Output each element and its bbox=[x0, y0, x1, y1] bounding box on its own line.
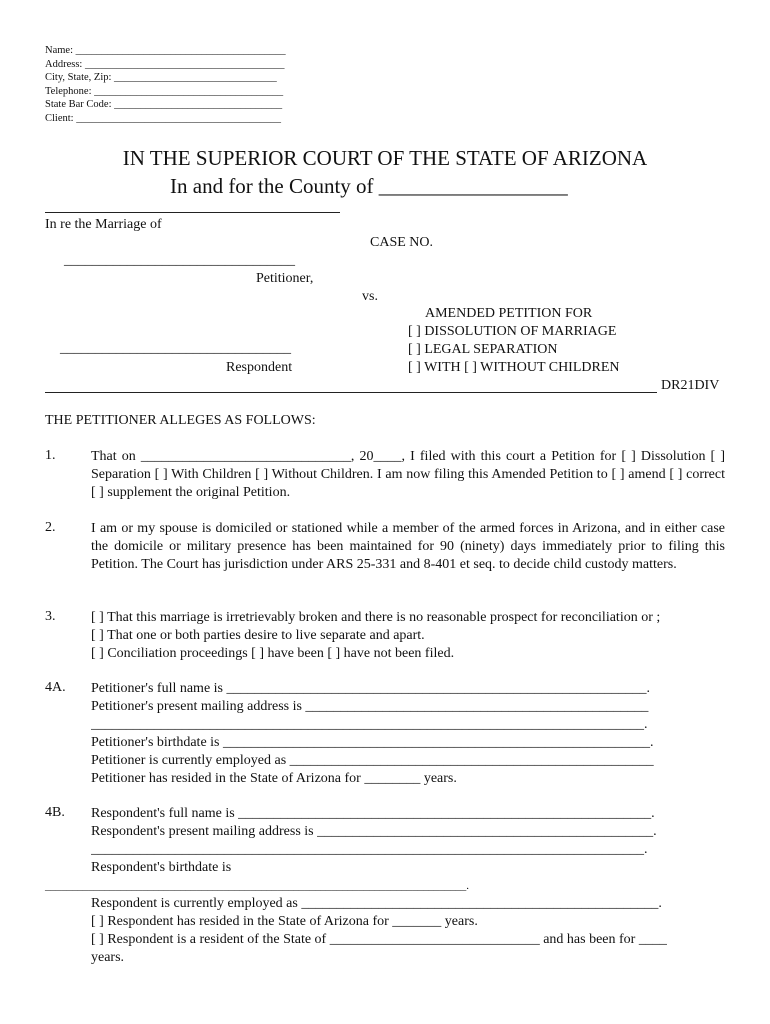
respondent-address-field[interactable]: Respondent's present mailing address is ________________________________________________. bbox=[91, 824, 657, 839]
petitioner-label: Petitioner, bbox=[256, 271, 314, 286]
irretrievably-broken-checkbox[interactable]: [ ] That this marriage is irretrievably broken and there is no reasonable prospect for reconciliation or ; bbox=[91, 610, 661, 625]
case-number-label[interactable]: CASE NO. bbox=[370, 235, 434, 250]
petitioner-name-line[interactable]: _________________________________ bbox=[64, 253, 295, 268]
respondent-birthdate-field[interactable]: ______________________________________________________________________________. bbox=[45, 880, 469, 892]
respondent-employer-field[interactable]: Respondent is currently employed as ___________________________________________________. bbox=[91, 896, 662, 911]
petitioner-full-name-field[interactable]: Petitioner's full name is ____________________________________________________________. bbox=[91, 681, 651, 696]
item-3-number: 3. bbox=[45, 609, 56, 624]
respondent-name-line[interactable]: _________________________________ bbox=[60, 341, 291, 356]
county-line[interactable]: In and for the County of __________________ bbox=[170, 174, 568, 198]
state-bar-code-field-line[interactable]: State Bar Code: ________________________________ bbox=[45, 99, 283, 110]
petitioner-info-block bbox=[91, 680, 725, 788]
respondent-address-continued-field[interactable]: _______________________________________________________________________________. bbox=[91, 842, 648, 857]
client-field-line[interactable]: Client: _______________________________________ bbox=[45, 112, 281, 124]
petitioner-employer-field[interactable]: Petitioner is currently employed as ____________________________________________________ bbox=[91, 753, 654, 768]
conciliation-checkbox[interactable]: [ ] Conciliation proceedings [ ] have been [ ] have not been filed. bbox=[91, 646, 455, 661]
caption-top-rule bbox=[45, 212, 340, 213]
item-2-number: 2. bbox=[45, 520, 56, 535]
respondent-arizona-residency-checkbox[interactable]: [ ] Respondent has resided in the State of Arizona for _______ years. bbox=[91, 914, 478, 929]
children-checkbox[interactable]: [ ] WITH [ ] WITHOUT CHILDREN bbox=[408, 360, 620, 375]
live-separate-checkbox[interactable]: [ ] That one or both parties desire to live separate and apart. bbox=[91, 628, 425, 643]
form-code: DR21DIV bbox=[661, 378, 720, 393]
versus-label: vs. bbox=[362, 289, 378, 304]
name-field-line[interactable]: Name: ________________________________________ bbox=[45, 45, 286, 56]
item-1-number: 1. bbox=[45, 448, 56, 463]
item-1-text[interactable]: That on ______________________________, 20____, I filed with this court a Petition for [ ] Dissolution [ ] Separation [ ] With Children [ ] Without Children. I am now filing this Amended Petition to [ ] amend [ ] correct [ ] supplement the original Petition. bbox=[91, 449, 725, 500]
document-title: AMENDED PETITION FOR bbox=[425, 306, 593, 321]
petitioner-birthdate-field[interactable]: Petitioner's birthdate is _____________________________________________________________. bbox=[91, 735, 654, 750]
in-re-marriage-label: In re the Marriage of bbox=[45, 217, 162, 232]
respondent-birthdate-label: Respondent's birthdate is bbox=[91, 860, 232, 875]
respondent-full-name-field[interactable]: Respondent's full name is ___________________________________________________________. bbox=[91, 806, 655, 821]
petitioner-residency-field[interactable]: Petitioner has resided in the State of Arizona for ________ years. bbox=[91, 771, 457, 786]
caption-bottom-rule bbox=[45, 392, 657, 393]
item-4b-number: 4B. bbox=[45, 805, 65, 820]
item-4a-number: 4A. bbox=[45, 680, 66, 695]
telephone-field-line[interactable]: Telephone: ____________________________________ bbox=[45, 85, 284, 97]
alleges-heading: THE PETITIONER ALLEGES AS FOLLOWS: bbox=[45, 413, 316, 428]
respondent-years-label: years. bbox=[91, 950, 125, 965]
respondent-other-state-checkbox[interactable]: [ ] Respondent is a resident of the State of ______________________________ and has been for ____ bbox=[91, 932, 667, 947]
attorney-contact-block bbox=[45, 44, 286, 125]
petitioner-address-field[interactable]: Petitioner's present mailing address is _________________________________________________ bbox=[91, 699, 649, 714]
respondent-info-block bbox=[91, 805, 725, 877]
court-title: IN THE SUPERIOR COURT OF THE STATE OF ARIZONA bbox=[122, 146, 648, 170]
address-field-line[interactable]: Address: ______________________________________ bbox=[45, 58, 285, 70]
respondent-label: Respondent bbox=[226, 360, 293, 375]
item-3-options bbox=[91, 609, 725, 663]
respondent-info-block-continued bbox=[91, 895, 725, 967]
city-state-zip-field-line[interactable]: City, State, Zip: _______________________________ bbox=[45, 72, 277, 83]
petitioner-address-continued-field[interactable]: _______________________________________________________________________________. bbox=[91, 717, 648, 732]
item-2-text: I am or my spouse is domiciled or stationed while a member of the armed forces in Arizona, and in either case the domicile or military presence has been maintained for 90 (ninety) days immediately prior to filing this Petition. The Court has jurisdiction under ARS 25-331 and 8-401 et seq. to decide child custody matters. bbox=[91, 521, 725, 572]
dissolution-checkbox[interactable]: [ ] DISSOLUTION OF MARRIAGE bbox=[408, 324, 617, 339]
legal-separation-checkbox[interactable]: [ ] LEGAL SEPARATION bbox=[408, 342, 558, 357]
